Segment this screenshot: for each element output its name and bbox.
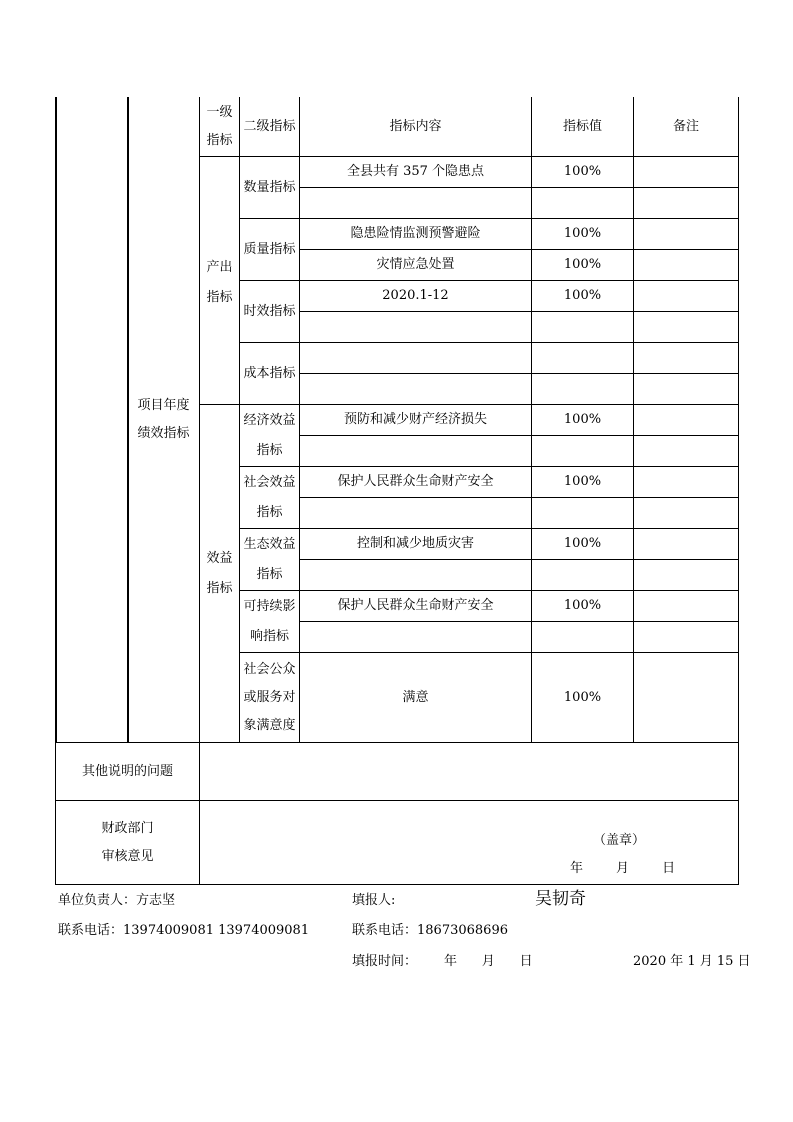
fill-time-blank: 年 月 日 — [444, 954, 533, 969]
grid-line — [199, 97, 200, 884]
filler-label: 填报人: — [352, 893, 396, 908]
row-value: 100% — [563, 598, 602, 613]
row-value — [532, 188, 633, 218]
row-value — [532, 622, 633, 652]
sub-quality: 质量指标 — [243, 241, 296, 257]
row-content: 控制和减少地质灾害 — [356, 536, 474, 551]
table-border-right — [738, 97, 739, 884]
filler-signature: 吴韧奇 — [535, 889, 586, 909]
row-content — [300, 374, 531, 404]
row-content: 2020.1-12 — [382, 288, 449, 303]
row-value: 100% — [563, 164, 602, 179]
row-content — [300, 188, 531, 218]
category-output: 产出 指标 — [206, 260, 233, 305]
row-value — [532, 312, 633, 342]
row-value: 100% — [563, 257, 602, 272]
row-value: 100% — [563, 412, 602, 427]
row-content — [300, 560, 531, 590]
sub-economic: 经济效益 指标 — [243, 412, 296, 458]
fill-date: 2020 年 1 月 15 日 — [633, 954, 751, 969]
row-value — [532, 560, 633, 590]
row-content — [300, 343, 531, 373]
row-value: 100% — [563, 226, 602, 241]
row-content — [300, 498, 531, 528]
sub-ecological: 生态效益 指标 — [243, 536, 296, 582]
row-content: 全县共有 357 个隐患点 — [346, 164, 485, 179]
row-value — [532, 436, 633, 466]
header-content: 指标内容 — [389, 118, 442, 134]
sub-quantity: 数量指标 — [243, 179, 296, 195]
row-value: 100% — [563, 288, 602, 303]
row-content — [300, 622, 531, 652]
row-value — [532, 498, 633, 528]
row-content — [300, 436, 531, 466]
row-content: 预防和减少财产经济损失 — [343, 412, 487, 427]
section-label: 项目年度 绩效指标 — [137, 398, 190, 441]
sub-cost: 成本指标 — [243, 365, 296, 381]
row-value — [532, 343, 633, 373]
header-level2: 二级指标 — [243, 118, 296, 134]
grid-line — [56, 97, 57, 742]
phone-filler: 联系电话：18673068696 — [352, 923, 508, 938]
finance-review-label: 财政部门 审核意见 — [101, 821, 154, 864]
row-content: 保护人民群众生命财产安全 — [337, 598, 494, 613]
grid-line — [633, 97, 634, 742]
other-issues-label: 其他说明的问题 — [81, 763, 173, 779]
row-content: 灾情应急处置 — [376, 257, 455, 272]
seal-date: 年 月 日 — [570, 861, 676, 876]
sub-satisfaction: 社会公众 或服务对 象满意度 — [243, 661, 296, 733]
table-border-bottom — [55, 884, 739, 885]
phone-unit: 联系电话：13974009081 13974009081 — [58, 923, 310, 938]
category-benefit: 效益 指标 — [206, 551, 233, 596]
seal-label: （盖章） — [593, 833, 646, 848]
grid-line — [55, 800, 739, 801]
unit-head: 单位负责人：方志坚 — [58, 893, 176, 908]
row-content: 满意 — [402, 689, 429, 705]
header-value: 指标值 — [562, 118, 602, 134]
sub-social: 社会效益 指标 — [243, 474, 296, 520]
row-content: 隐患险情监测预警避险 — [350, 226, 481, 241]
header-remark: 备注 — [672, 118, 699, 134]
row-content: 保护人民群众生命财产安全 — [337, 474, 494, 489]
sub-sustainable: 可持续影 响指标 — [243, 598, 296, 644]
row-value: 100% — [563, 536, 602, 551]
row-value: 100% — [563, 689, 602, 705]
row-content — [300, 312, 531, 342]
fill-time-label: 填报时间： — [352, 954, 418, 969]
row-value — [532, 374, 633, 404]
sub-timeliness: 时效指标 — [243, 303, 296, 319]
header-level1: 一级 指标 — [206, 104, 233, 148]
row-value: 100% — [563, 474, 602, 489]
